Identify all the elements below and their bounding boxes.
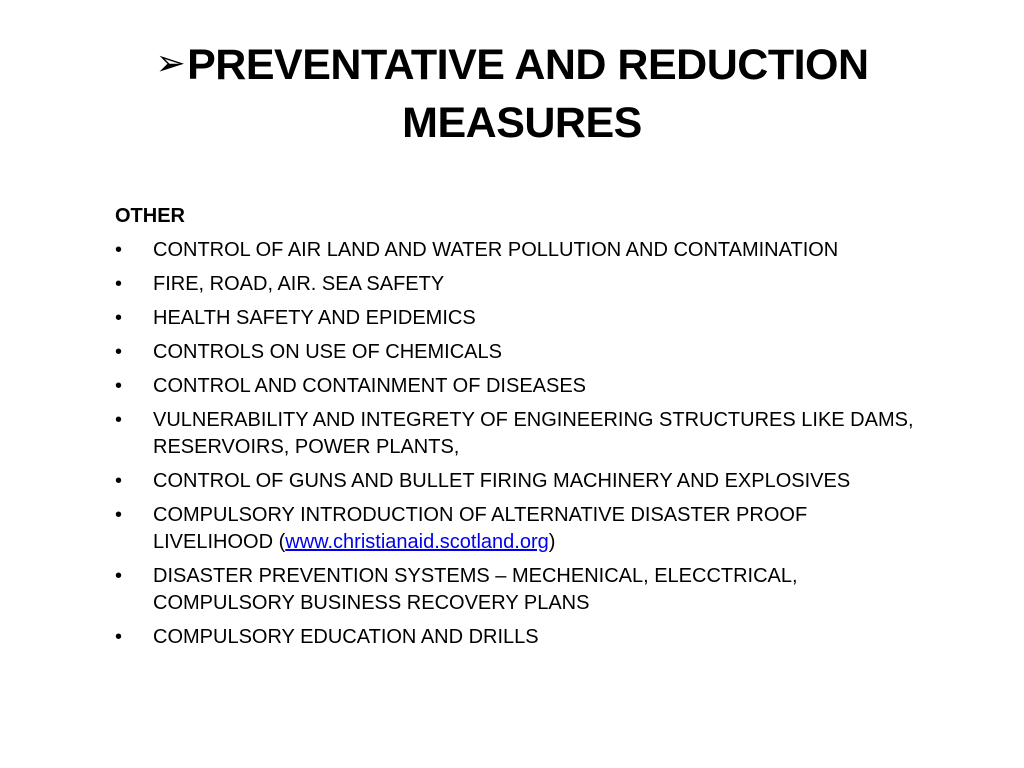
list-item-text: COMPULSORY EDUCATION AND DRILLS — [153, 626, 539, 648]
bullet-icon: • — [115, 504, 123, 526]
list-item — [115, 563, 1024, 617]
bullet-icon: • — [115, 273, 123, 295]
list-item — [115, 305, 1024, 332]
livelihood-suffix: ) — [548, 531, 556, 553]
list-item — [115, 271, 1024, 298]
list-item-text: CONTROL AND CONTAINMENT OF DISEASES — [153, 375, 587, 397]
title-text-line-1: PREVENTATIVE AND REDUCTION — [187, 41, 869, 89]
list-item-text-continued: COMPULSORY BUSINESS RECOVERY PLANS — [153, 592, 590, 614]
bullet-icon: • — [115, 565, 123, 587]
arrow-bullet-icon: ➢ — [155, 42, 186, 83]
list-item-text: DISASTER PREVENTION SYSTEMS – MECHENICAL, ELECCTRICAL, — [153, 565, 798, 587]
list-item — [115, 339, 1024, 366]
slide-title — [60, 34, 964, 152]
list-item — [115, 407, 1024, 461]
bullet-icon: • — [115, 239, 123, 261]
bullet-icon: • — [115, 307, 123, 329]
list-item — [115, 237, 1024, 264]
list-item-text: VULNERABILITY AND INTEGRETY OF ENGINEERING STRUCTURES LIKE DAMS, — [153, 409, 914, 431]
list-item-text: CONTROL OF GUNS AND BULLET FIRING MACHINERY AND EXPLOSIVES — [153, 470, 851, 492]
list-item-text: COMPULSORY INTRODUCTION OF ALTERNATIVE DISASTER PROOF — [153, 504, 808, 526]
christianaid-link[interactable]: www.christianaid.scotland.org — [285, 531, 549, 553]
list-item-text: FIRE, ROAD, AIR. SEA SAFETY — [153, 273, 445, 295]
list-item-text: CONTROLS ON USE OF CHEMICALS — [153, 341, 502, 363]
list-item-text-continued: RESERVOIRS, POWER PLANTS, — [153, 436, 460, 458]
list-item — [115, 502, 1024, 556]
list-item-text: HEALTH SAFETY AND EPIDEMICS — [153, 307, 476, 329]
bullet-icon: • — [115, 341, 123, 363]
slide-content — [115, 203, 1024, 658]
title-line-1 — [60, 34, 964, 94]
title-text-line-2: MEASURES — [402, 99, 642, 147]
livelihood-prefix: LIVELIHOOD ( — [153, 531, 286, 553]
list-item-text: CONTROL OF AIR LAND AND WATER POLLUTION AND CONTAMINATION — [153, 239, 839, 261]
list-item — [115, 468, 1024, 495]
list-item — [115, 373, 1024, 400]
bullet-list — [115, 237, 1024, 651]
bullet-icon: • — [115, 409, 123, 431]
list-item — [115, 624, 1024, 651]
list-item-text-continued — [153, 529, 807, 556]
section-heading: OTHER — [115, 205, 185, 227]
bullet-icon: • — [115, 470, 123, 492]
bullet-icon: • — [115, 375, 123, 397]
bullet-icon: • — [115, 626, 123, 648]
